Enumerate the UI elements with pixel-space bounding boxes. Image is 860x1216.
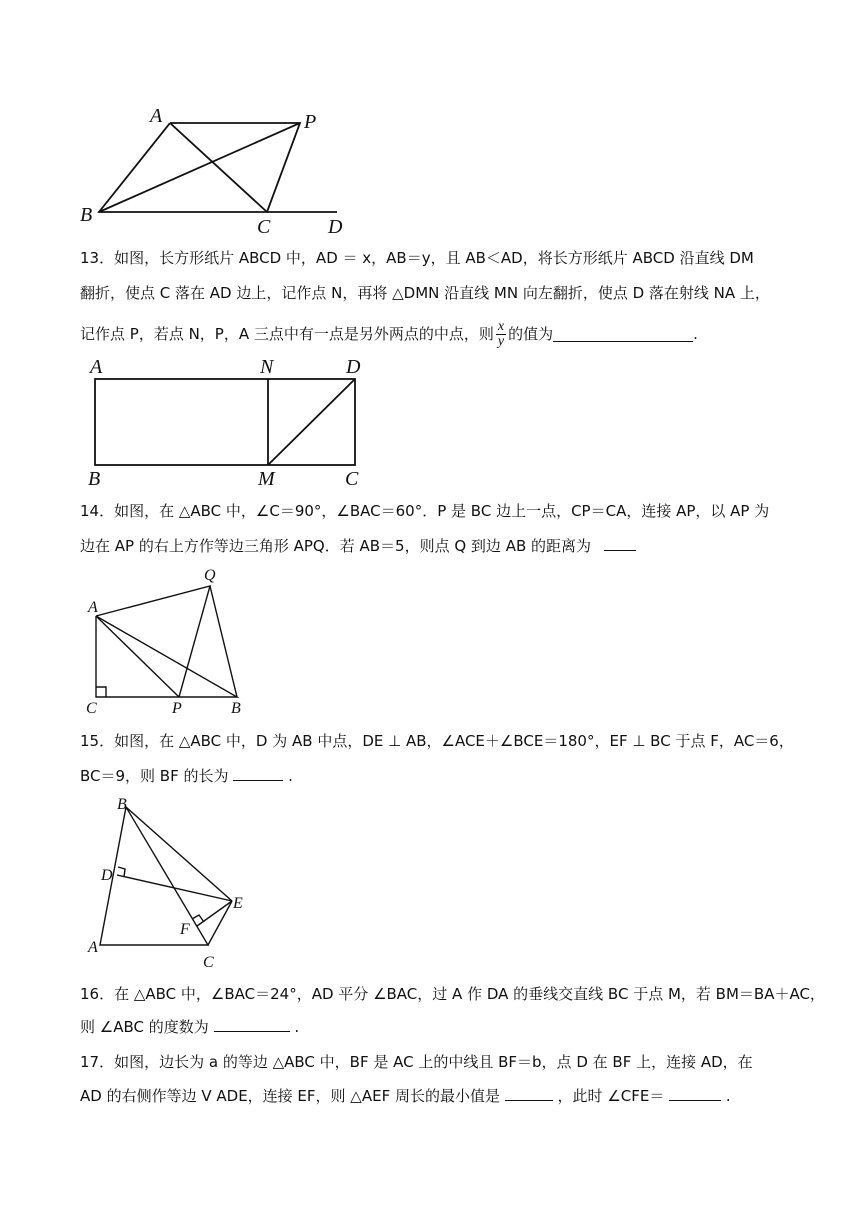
figure-right-triangle [80, 563, 260, 718]
fraction-denominator: y [497, 333, 505, 349]
label-e: E [233, 895, 243, 912]
answer-blank-13[interactable] [553, 327, 693, 342]
label-c: C [86, 700, 97, 717]
question-15-line-2-wrap [80, 766, 780, 786]
question-13 [80, 248, 780, 268]
question-17-line-2-wrap [80, 1086, 780, 1106]
question-17 [80, 1052, 780, 1072]
figure-rectangle-fold [80, 355, 380, 490]
segment-ce [208, 901, 232, 945]
question-13-line-2-wrap [80, 283, 780, 303]
label-b: B [88, 468, 101, 490]
label-a: A [88, 599, 98, 616]
question-13-end: . [693, 325, 698, 343]
question-14 [80, 501, 780, 521]
right-angle-mark [96, 687, 106, 697]
question-17-line-1: 17．如图，边长为 a 的等边 △ABC 中，BF 是 AC 上的中线且 BF＝b，点 D 在 BF 上，连接 AD，在 [80, 1053, 753, 1071]
segment-fe [197, 901, 232, 926]
rectangle-abcd [95, 379, 355, 465]
label-c: C [257, 216, 271, 238]
figure-parallelogram [70, 100, 370, 240]
label-b: B [80, 204, 93, 226]
label-d: D [101, 867, 113, 884]
question-13-line-1: 13．如图，长方形纸片 ABCD 中，AD ＝ x，AB＝y，且 AB＜AD，将长方形纸片 ABCD 沿直线 DM [80, 249, 754, 267]
segment-qb [210, 586, 237, 697]
segment-md [268, 379, 355, 465]
label-p: P [304, 111, 317, 133]
question-14-line-2: 边在 AP 的右上方作等边三角形 APQ．若 AB＝5，则点 Q 到边 AB 的距离为 [80, 537, 592, 555]
answer-blank-14[interactable] [604, 536, 636, 551]
question-15-line-2: BC＝9，则 BF 的长为 [80, 767, 229, 785]
figure-triangle-perpendiculars [80, 795, 270, 975]
question-14-line-1: 14．如图，在 △ABC 中，∠C＝90°，∠BAC＝60°．P 是 BC 边上一点，CP＝CA，连接 AP，以 AP 为 [80, 502, 770, 520]
label-d: D [346, 356, 361, 378]
answer-blank-15[interactable] [233, 766, 283, 781]
triangle-abc [100, 807, 208, 945]
diagonal-bp [99, 123, 300, 212]
label-c: C [203, 954, 214, 971]
diagonal-ac [170, 123, 267, 212]
question-13-line-3-wrap [80, 316, 780, 352]
label-b: B [231, 700, 241, 717]
question-13-line-3a: 记作点 P，若点 N，P，A 三点中有一点是另外两点的中点，则 [80, 325, 494, 343]
fraction-numerator: x [497, 318, 505, 334]
label-p: P [172, 700, 182, 717]
answer-blank-17b[interactable] [669, 1086, 721, 1101]
question-16-line-2-wrap [80, 1017, 780, 1037]
question-17-line-2b: ，此时 ∠CFE＝ [557, 1087, 665, 1105]
segment-de [117, 875, 232, 901]
question-13-line-2: 翻折，使点 C 落在 AD 边上，记作点 N，再将 △DMN 沿直线 MN 向左翻折，使点 D 落在射线 NA 上， [80, 284, 770, 302]
question-15-end: . [288, 767, 293, 785]
label-q: Q [204, 567, 216, 584]
question-16 [80, 984, 825, 1004]
label-a: A [150, 105, 163, 127]
label-n: N [260, 356, 274, 378]
segment-be [126, 807, 232, 901]
label-b: B [117, 796, 127, 813]
label-m: M [258, 468, 275, 490]
label-c: C [345, 468, 359, 490]
question-16-line-2: 则 ∠ABC 的度数为 [80, 1018, 209, 1036]
label-f: F [180, 921, 190, 938]
question-14-line-2-wrap [80, 536, 780, 556]
label-a: A [90, 356, 103, 378]
answer-blank-16[interactable] [214, 1017, 290, 1032]
answer-blank-17a[interactable] [505, 1086, 553, 1101]
fraction-x-over-y [496, 320, 506, 349]
triangle-apq [96, 586, 210, 697]
question-17-line-2a: AD 的右侧作等边 V ADE，连接 EF，则 △AEF 周长的最小值是 [80, 1087, 500, 1105]
question-15-line-1: 15．如图，在 △ABC 中，D 为 AB 中点，DE ⊥ AB，∠ACE＋∠BCE＝180°，EF ⊥ BC 于点 F，AC＝6， [80, 732, 794, 750]
question-17-end: . [725, 1087, 731, 1105]
question-16-end: . [294, 1018, 300, 1036]
question-16-line-1: 16．在 △ABC 中，∠BAC＝24°，AD 平分 ∠BAC，过 A 作 DA 的垂线交直线 BC 于点 M，若 BM＝BA＋AC， [80, 985, 825, 1003]
question-13-line-3b: 的值为 [508, 325, 554, 343]
label-d: D [328, 216, 343, 238]
label-a: A [88, 939, 98, 956]
question-15 [80, 731, 794, 751]
